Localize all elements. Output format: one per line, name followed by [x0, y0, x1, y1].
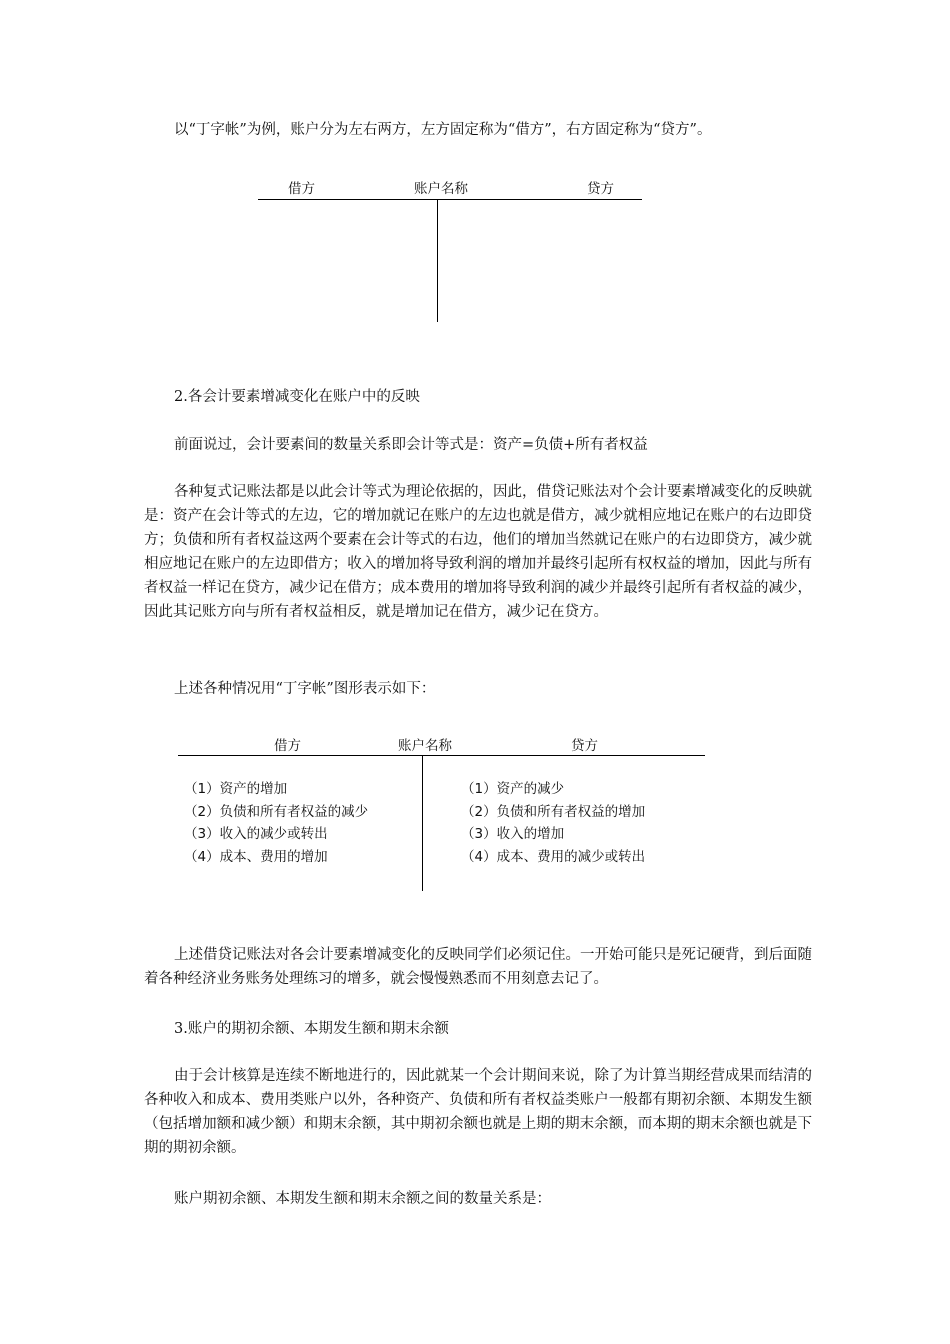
intro-paragraph: 以“丁字帐”为例，账户分为左右两方，左方固定称为“借方”，右方固定称为“贷方”。 [174, 122, 712, 138]
t2-credit-item-1: （1）资产的减少 [461, 781, 565, 797]
t2-vertical-line [422, 755, 423, 891]
section-heading-2: 2.各会计要素增减变化在账户中的反映 [174, 389, 420, 405]
t1-vertical-line [437, 199, 438, 322]
memorize-paragraph: 上述借贷记账法对各会计要素增减变化的反映同学们必须记住。一开始可能只是死记硬背，到后面随着各种经济业务账务处理练习的增多，就会慢慢熟悉而不用刻意去记了。 [144, 947, 812, 987]
t2-account-name-label: 账户名称 [398, 738, 452, 754]
t2-credit-item-3: （3）收入的增加 [461, 826, 565, 842]
t2-debit-item-4: （4）成本、费用的增加 [184, 849, 328, 865]
diagram-intro-paragraph: 上述各种情况用“丁字帐”图形表示如下： [174, 681, 436, 697]
t1-account-name-label: 账户名称 [414, 181, 468, 197]
balance-relation-paragraph: 账户期初余额、本期发生额和期末余额之间的数量关系是： [174, 1191, 551, 1207]
t1-horizontal-line [258, 199, 642, 200]
t2-debit-label: 借方 [274, 738, 301, 754]
balance-explanation-paragraph: 由于会计核算是连续不断地进行的，因此就某一个会计期间来说，除了为计算当期经营成果而结清的各种收入和成本、费用类账户以外，各种资产、负债和所有者权益类账户一般都有期初余额、本期发生额（包括增加额和减少额）和期末余额，其中期初余额也就是上期的期末余额，而本期的期末余额也就是下期的期初余额。 [144, 1068, 812, 1156]
t1-debit-label: 借方 [288, 181, 315, 197]
t2-horizontal-line [178, 755, 705, 756]
t2-credit-item-2: （2）负债和所有者权益的增加 [461, 804, 646, 820]
t1-credit-label: 贷方 [587, 181, 614, 197]
debit-credit-explanation: 各种复式记账法都是以此会计等式为理论依据的，因此，借贷记账法对个会计要素增减变化的反映就是：资产在会计等式的左边，它的增加就记在账户的左边也就是借方，减少就相应地记在账户的右边即贷方；负债和所有者权益这两个要素在会计等式的右边，他们的增加当然就记在账户的右边即贷方，减少就相应地记在账户的左边即借方；收入的增加将导致利润的增加并最终引起所有权权益的增加，因此与所有者权益一样记在贷方，减少记在借方；成本费用的增加将导致利润的减少并最终引起所有者权益的减少，因此其记账方向与所有者权益相反，就是增加记在借方，减少记在贷方。 [144, 484, 812, 620]
t2-credit-item-4: （4）成本、费用的减少或转出 [461, 849, 646, 865]
t2-debit-item-3: （3）收入的减少或转出 [184, 826, 328, 842]
equation-paragraph: 前面说过，会计要素间的数量关系即会计等式是：资产=负债+所有者权益 [174, 437, 648, 453]
t2-debit-item-2: （2）负债和所有者权益的减少 [184, 804, 369, 820]
section-heading-3: 3.账户的期初余额、本期发生额和期末余额 [174, 1021, 449, 1037]
t2-debit-item-1: （1）资产的增加 [184, 781, 288, 797]
t2-credit-label: 贷方 [571, 738, 598, 754]
